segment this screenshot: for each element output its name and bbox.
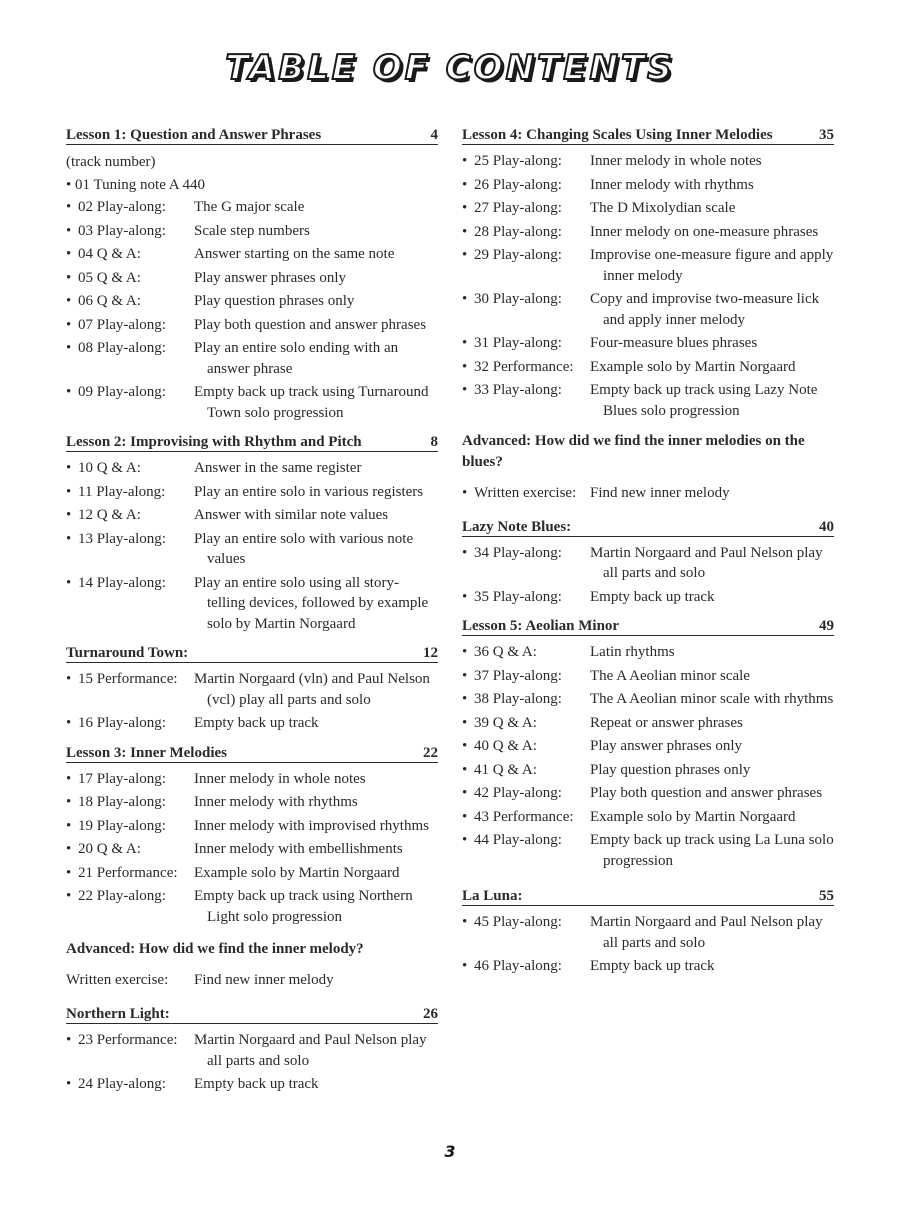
lesson-title: Lesson 5: Aeolian Minor bbox=[462, 618, 620, 634]
section-lesson-3 bbox=[66, 744, 438, 992]
lesson-heading[interactable] bbox=[66, 126, 438, 145]
track-label: 30 Play-along: bbox=[474, 291, 562, 307]
lesson-page: 4 bbox=[430, 127, 438, 143]
track-label: 40 Q & A: bbox=[474, 738, 537, 754]
track-entry[interactable] bbox=[462, 245, 834, 286]
advanced-heading: Advanced: How did we find the inner melody? bbox=[66, 941, 364, 957]
track-entry[interactable] bbox=[462, 151, 834, 172]
page-number: 3 bbox=[444, 1142, 456, 1161]
track-description: Latin rhythms bbox=[590, 644, 675, 660]
tune-page: 55 bbox=[819, 888, 834, 904]
track-entry[interactable] bbox=[462, 222, 834, 243]
bullet: • bbox=[462, 335, 468, 351]
track-description: Empty back up track using Turnaround Town solo progression bbox=[194, 384, 429, 421]
track-list bbox=[462, 912, 834, 977]
bullet: • bbox=[462, 247, 468, 263]
track-entry[interactable] bbox=[462, 333, 834, 354]
bullet: • bbox=[66, 460, 72, 476]
tune-page: 26 bbox=[423, 1006, 438, 1022]
track-label: 36 Q & A: bbox=[474, 644, 537, 660]
track-description: Four-measure blues phrases bbox=[590, 335, 758, 351]
track-entry[interactable] bbox=[462, 380, 834, 421]
left-column bbox=[66, 126, 438, 1105]
track-label: 15 Performance: bbox=[78, 671, 178, 687]
track-label: 43 Performance: bbox=[474, 808, 574, 825]
bullet: • bbox=[462, 291, 468, 307]
track-description: The A Aeolian minor scale with rhythms bbox=[590, 691, 834, 707]
track-label: 18 Play-along: bbox=[78, 794, 166, 810]
track-entry[interactable] bbox=[66, 458, 438, 479]
track-list bbox=[462, 642, 834, 871]
track-description: Play question phrases only bbox=[194, 293, 355, 309]
tune-title: Lazy Note Blues: bbox=[462, 518, 572, 535]
track-entry[interactable] bbox=[462, 713, 834, 734]
track-description: Empty back up track using Northern Light solo progression bbox=[194, 888, 413, 925]
track-description: Play question phrases only bbox=[590, 761, 751, 778]
tune-heading[interactable] bbox=[66, 1005, 438, 1024]
track-list bbox=[66, 1030, 438, 1095]
track-entry[interactable] bbox=[66, 792, 438, 813]
track-description: Martin Norgaard and Paul Nelson play all parts and solo bbox=[590, 914, 823, 951]
bullet: • bbox=[462, 485, 468, 501]
track-description: Play answer phrases only bbox=[590, 738, 743, 754]
track-description: Repeat or answer phrases bbox=[590, 714, 743, 731]
track-label: 14 Play-along: bbox=[78, 574, 166, 591]
bullet: • bbox=[66, 384, 72, 400]
track-description: Empty back up track bbox=[590, 588, 715, 605]
bullet: • bbox=[462, 382, 468, 398]
lesson-title: Lesson 1: Question and Answer Phrases bbox=[66, 127, 322, 143]
tune-heading[interactable] bbox=[462, 887, 834, 906]
track-description: Play an entire solo with various note values bbox=[194, 530, 414, 567]
bullet: • bbox=[66, 269, 72, 286]
track-label: 32 Performance: bbox=[474, 358, 574, 375]
section-turnaround-town bbox=[66, 644, 438, 734]
track-label: 31 Play-along: bbox=[474, 335, 562, 351]
bullet: • bbox=[462, 785, 468, 801]
lesson-page: 8 bbox=[430, 434, 438, 450]
track-entry[interactable] bbox=[66, 816, 438, 837]
lesson-title: Lesson 3: Inner Melodies bbox=[66, 744, 227, 761]
track-description: Martin Norgaard (vln) and Paul Nelson (vcl) play all parts and solo bbox=[194, 671, 430, 708]
track-description: Play an entire solo using all story- telling devices, followed by example solo by Martin Norgaard bbox=[194, 574, 429, 632]
track-description: The A Aeolian minor scale bbox=[590, 667, 750, 684]
track-entry[interactable] bbox=[66, 573, 438, 635]
track-entry[interactable] bbox=[66, 268, 438, 289]
tune-heading[interactable] bbox=[66, 644, 438, 663]
track-label: 10 Q & A: bbox=[78, 460, 141, 476]
track-label: 45 Play-along: bbox=[474, 914, 562, 930]
track-number-note: (track number) bbox=[66, 154, 156, 170]
tune-title: Turnaround Town: bbox=[66, 645, 189, 661]
tune-title: La Luna: bbox=[462, 888, 523, 904]
track-entry[interactable] bbox=[462, 198, 834, 219]
track-entry[interactable] bbox=[66, 839, 438, 860]
track-label: 26 Play-along: bbox=[474, 176, 562, 193]
bullet: • bbox=[66, 1076, 72, 1092]
section-lesson-2 bbox=[66, 433, 438, 634]
bullet: • bbox=[66, 864, 72, 881]
track-entry[interactable] bbox=[462, 736, 834, 757]
track-description: Play both question and answer phrases bbox=[194, 316, 427, 333]
track-entry[interactable] bbox=[462, 912, 834, 953]
track-label: 37 Play-along: bbox=[474, 667, 562, 684]
track-entry[interactable] bbox=[462, 642, 834, 663]
written-exercise-desc: Find new inner melody bbox=[194, 972, 334, 988]
track-label: 28 Play-along: bbox=[474, 223, 562, 240]
bullet: • bbox=[66, 340, 72, 356]
tune-page: 40 bbox=[819, 518, 834, 535]
track-label: 17 Play-along: bbox=[78, 770, 166, 787]
track-label: 04 Q & A: bbox=[78, 246, 141, 262]
track-label: 42 Play-along: bbox=[474, 785, 562, 801]
track-description: Example solo by Martin Norgaard bbox=[194, 864, 400, 881]
track-label: 09 Play-along: bbox=[78, 384, 166, 400]
track-entry[interactable] bbox=[462, 175, 834, 196]
track-description: Martin Norgaard and Paul Nelson play all parts and solo bbox=[194, 1032, 427, 1069]
track-label: 46 Play-along: bbox=[474, 958, 562, 974]
track-label: 21 Performance: bbox=[78, 864, 178, 881]
track-label: 05 Q & A: bbox=[78, 269, 141, 286]
track-label: 35 Play-along: bbox=[474, 588, 562, 605]
track-entry[interactable] bbox=[66, 1030, 438, 1071]
lesson-title: Lesson 4: Changing Scales Using Inner Melodies bbox=[462, 127, 773, 143]
track-description: Inner melody with rhythms bbox=[194, 794, 358, 810]
track-entry[interactable] bbox=[462, 357, 834, 378]
bullet: • bbox=[66, 530, 72, 547]
track-entry[interactable] bbox=[66, 863, 438, 884]
track-description: Answer starting on the same note bbox=[194, 246, 395, 262]
track-entry[interactable] bbox=[462, 956, 834, 977]
track-entry[interactable] bbox=[66, 886, 438, 927]
bullet: • bbox=[462, 176, 468, 193]
bullet: • bbox=[462, 714, 468, 731]
track-description: Answer in the same register bbox=[194, 460, 362, 476]
track-label: 24 Play-along: bbox=[78, 1076, 166, 1092]
section-lesson-4 bbox=[462, 126, 834, 504]
lesson-heading[interactable] bbox=[66, 744, 438, 763]
track-label: 41 Q & A: bbox=[474, 761, 537, 778]
written-exercise bbox=[462, 483, 834, 504]
right-column bbox=[462, 126, 834, 987]
track-entry[interactable] bbox=[66, 197, 438, 218]
lesson-page: 22 bbox=[423, 744, 438, 761]
lesson-heading[interactable] bbox=[462, 617, 834, 636]
track-label: 08 Play-along: bbox=[78, 340, 166, 356]
advanced-heading: Advanced: How did we find the inner melodies on the blues? bbox=[462, 433, 805, 470]
written-exercise bbox=[66, 970, 438, 991]
bullet: • bbox=[462, 200, 468, 216]
track-description: Empty back up track bbox=[194, 715, 319, 731]
track-label: 16 Play-along: bbox=[78, 715, 166, 731]
track-description: Copy and improvise two-measure lick and apply inner melody bbox=[590, 291, 820, 328]
track-entry[interactable] bbox=[66, 221, 438, 242]
track-label: 27 Play-along: bbox=[474, 200, 562, 216]
lesson-heading[interactable] bbox=[462, 126, 834, 145]
track-entry[interactable] bbox=[66, 505, 438, 526]
track-label: 22 Play-along: bbox=[78, 888, 166, 904]
track-entry[interactable] bbox=[462, 807, 834, 828]
track-list bbox=[462, 151, 834, 421]
track-entry[interactable] bbox=[66, 382, 438, 423]
track-label: 06 Q & A: bbox=[78, 293, 141, 309]
bullet: • bbox=[462, 808, 468, 825]
track-label: 03 Play-along: bbox=[78, 222, 166, 239]
track-description: Play an entire solo in various registers bbox=[194, 483, 424, 500]
bullet: • bbox=[462, 914, 468, 930]
track-entry[interactable] bbox=[462, 543, 834, 584]
bullet: • bbox=[462, 761, 468, 778]
track-description: Empty back up track using Lazy Note Blues solo progression bbox=[590, 382, 818, 419]
bullet: • bbox=[462, 588, 468, 605]
track-description: Play both question and answer phrases bbox=[590, 785, 823, 801]
track-label: 44 Play-along: bbox=[474, 832, 562, 848]
track-entry[interactable] bbox=[462, 689, 834, 710]
bullet: • bbox=[462, 738, 468, 754]
track-entry[interactable] bbox=[66, 713, 438, 734]
bullet: • bbox=[462, 223, 468, 240]
track-list bbox=[66, 769, 438, 928]
track-label: 33 Play-along: bbox=[474, 382, 562, 398]
track-entry[interactable] bbox=[462, 783, 834, 804]
tune-title: Northern Light: bbox=[66, 1006, 170, 1022]
track-label: 07 Play-along: bbox=[78, 316, 166, 333]
written-exercise-desc: Find new inner melody bbox=[590, 485, 730, 501]
bullet: • bbox=[66, 483, 72, 500]
bullet: • bbox=[66, 316, 72, 333]
track-description: Answer with similar note values bbox=[194, 507, 389, 523]
track-description: Empty back up track using La Luna solo progression bbox=[590, 832, 834, 869]
bullet: • bbox=[462, 958, 468, 974]
track-entry[interactable] bbox=[66, 315, 438, 336]
written-exercise-label: Written exercise: bbox=[474, 485, 577, 501]
track-description: Empty back up track bbox=[194, 1076, 319, 1092]
track-label: 20 Q & A: bbox=[78, 841, 141, 857]
track-list bbox=[66, 197, 438, 423]
track-description: Martin Norgaard and Paul Nelson play all parts and solo bbox=[590, 544, 823, 581]
bullet: • bbox=[66, 841, 72, 857]
track-description: Empty back up track bbox=[590, 958, 715, 974]
bullet: • bbox=[66, 671, 72, 687]
bullet: • bbox=[66, 794, 72, 810]
tune-heading[interactable] bbox=[462, 518, 834, 537]
bullet: • bbox=[462, 691, 468, 707]
track-entry[interactable] bbox=[66, 482, 438, 503]
track-label: 11 Play-along: bbox=[78, 483, 166, 500]
lesson-page: 49 bbox=[819, 618, 834, 634]
track-entry[interactable] bbox=[462, 587, 834, 608]
track-list bbox=[66, 458, 438, 634]
track-list bbox=[462, 543, 834, 608]
section-lazy-note-blues bbox=[462, 518, 834, 608]
bullet: • bbox=[66, 574, 72, 591]
track-description: The D Mixolydian scale bbox=[590, 200, 736, 216]
bullet: • bbox=[66, 246, 72, 262]
bullet: • bbox=[462, 832, 468, 848]
track-description: Play an entire solo ending with an answer phrase bbox=[194, 340, 399, 377]
section-lesson-5 bbox=[462, 617, 834, 871]
track-description: Inner melody with rhythms bbox=[590, 176, 754, 193]
lesson-heading[interactable] bbox=[66, 433, 438, 452]
track-description: Play answer phrases only bbox=[194, 269, 347, 286]
track-label: 29 Play-along: bbox=[474, 247, 562, 263]
bullet: • bbox=[66, 1032, 72, 1048]
lesson-title: Lesson 2: Improvising with Rhythm and Pitch bbox=[66, 434, 362, 450]
track-entry[interactable] bbox=[462, 289, 834, 330]
track-label: 25 Play-along: bbox=[474, 153, 562, 169]
track-list bbox=[66, 669, 438, 734]
track-entry[interactable] bbox=[66, 1074, 438, 1095]
section-lesson-1 bbox=[66, 126, 438, 423]
bullet: • bbox=[462, 667, 468, 684]
track-label: 19 Play-along: bbox=[78, 817, 166, 834]
track-entry[interactable] bbox=[462, 666, 834, 687]
track-entry[interactable] bbox=[66, 529, 438, 570]
track-entry[interactable] bbox=[462, 760, 834, 781]
track-entry[interactable] bbox=[66, 769, 438, 790]
track-label: 38 Play-along: bbox=[474, 691, 562, 707]
track-label: 39 Q & A: bbox=[474, 714, 537, 731]
section-la-luna bbox=[462, 887, 834, 977]
track-label: 12 Q & A: bbox=[78, 507, 141, 523]
track-label: 02 Play-along: bbox=[78, 199, 166, 215]
track-entry[interactable] bbox=[66, 244, 438, 265]
track-entry[interactable] bbox=[66, 338, 438, 379]
track-description: Scale step numbers bbox=[194, 222, 310, 239]
bullet: • bbox=[66, 817, 72, 834]
track-entry[interactable] bbox=[66, 291, 438, 312]
track-description: Inner melody in whole notes bbox=[194, 770, 366, 787]
bullet: • bbox=[66, 507, 72, 523]
written-exercise-label: Written exercise: bbox=[66, 972, 169, 988]
page-title: TABLE OF CONTENTS bbox=[225, 48, 675, 88]
lesson-page: 35 bbox=[819, 127, 834, 143]
bullet: • bbox=[66, 770, 72, 787]
bullet: • bbox=[462, 644, 468, 660]
track-description: Improvise one-measure figure and apply inner melody bbox=[590, 247, 834, 284]
track-description: The G major scale bbox=[194, 199, 305, 215]
track-description: Inner melody on one-measure phrases bbox=[590, 223, 819, 240]
bullet: • bbox=[66, 222, 72, 239]
track-label: 34 Play-along: bbox=[474, 544, 562, 561]
section-northern-light bbox=[66, 1005, 438, 1095]
bullet: • bbox=[66, 199, 72, 215]
bullet: • bbox=[66, 293, 72, 309]
track-description: Inner melody with embellishments bbox=[194, 841, 403, 857]
tune-page: 12 bbox=[423, 645, 438, 661]
bullet: • bbox=[66, 715, 72, 731]
bullet: • bbox=[66, 888, 72, 904]
bullet: • bbox=[462, 358, 468, 375]
track-label: 23 Performance: bbox=[78, 1032, 178, 1048]
track-description: Example solo by Martin Norgaard bbox=[590, 358, 796, 375]
track-label: 13 Play-along: bbox=[78, 530, 166, 547]
bullet: • bbox=[462, 544, 468, 561]
track-description: Inner melody in whole notes bbox=[590, 153, 762, 169]
track-description: Inner melody with improvised rhythms bbox=[194, 817, 429, 834]
track-description: Example solo by Martin Norgaard bbox=[590, 808, 796, 825]
track-entry[interactable] bbox=[462, 830, 834, 871]
track-entry[interactable] bbox=[66, 669, 438, 710]
bullet: • bbox=[462, 153, 468, 169]
tuning-note-entry: • 01 Tuning note A 440 bbox=[66, 177, 206, 193]
